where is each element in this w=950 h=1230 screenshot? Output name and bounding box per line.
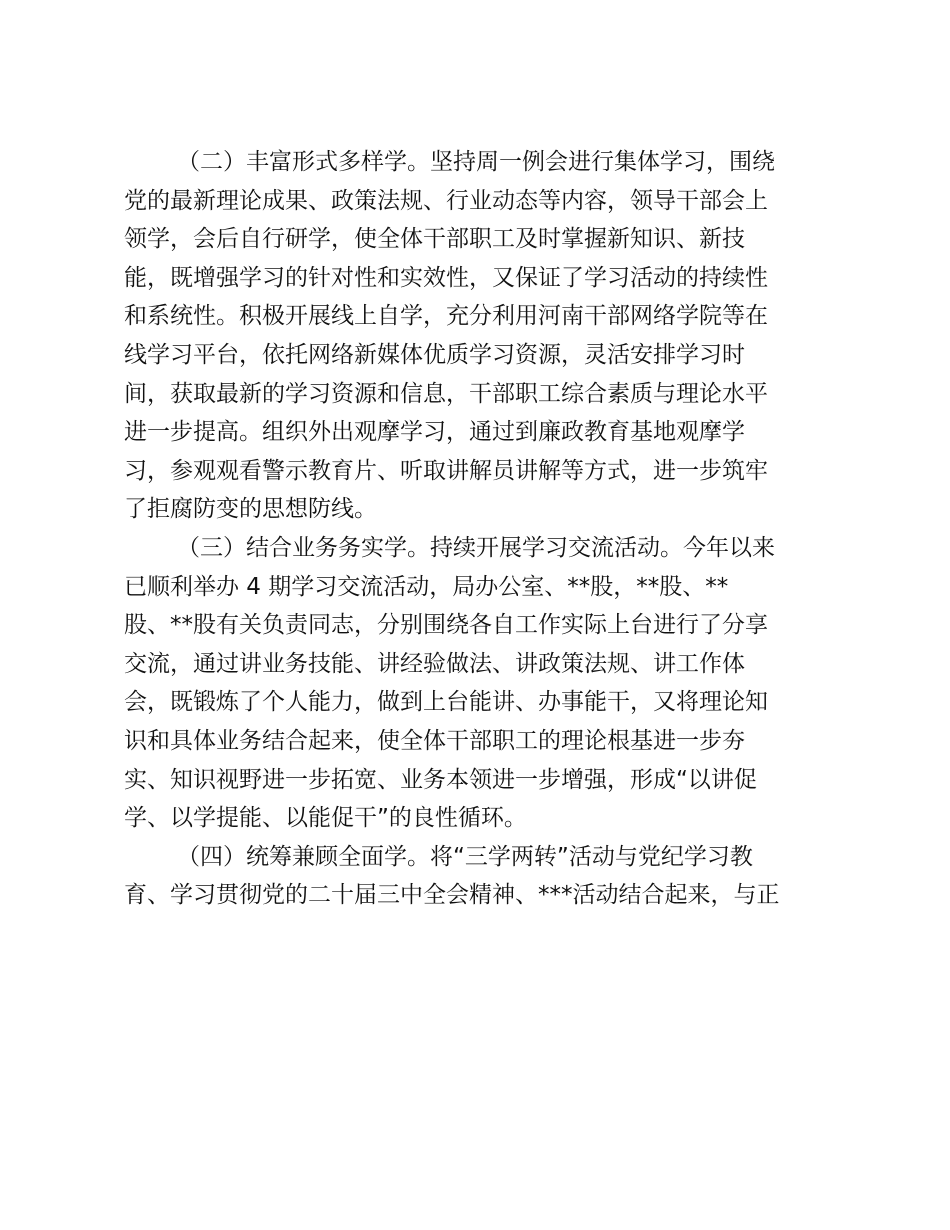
paragraph-4: [124, 838, 824, 915]
paragraph-line: 进一步提高。组织外出观摩学习，通过到廉政教育基地观摩学: [124, 419, 745, 446]
paragraph-line: 实、知识视野进一步拓宽、业务本领进一步增强，形成“以讲促: [124, 766, 757, 793]
paragraph-line: 已顺利举办 4 期学习交流活动，局办公室、**股，**股、**: [124, 573, 729, 600]
paragraph-line: （四）统筹兼顾全面学。将“三学两转”活动与党纪学习教: [177, 843, 753, 870]
document-body: [124, 143, 824, 915]
paragraph-line: 间，获取最新的学习资源和信息，干部职工综合素质与理论水平: [124, 380, 768, 407]
paragraph-line: 会，既锻炼了个人能力，做到上台能讲、办事能干，又将理论知: [124, 689, 768, 716]
paragraph-line: 识和具体业务结合起来，使全体干部职工的理论根基进一步夯: [124, 727, 745, 754]
paragraph-line: 育、学习贯彻党的二十届三中全会精神、***活动结合起来，与正: [124, 882, 780, 909]
paragraph-line: 党的最新理论成果、政策法规、行业动态等内容，领导干部会上: [124, 187, 768, 214]
paragraph-line: 习，参观观看警示教育片、听取讲解员讲解等方式，进一步筑牢: [124, 457, 768, 484]
paragraph-line: 了拒腐防变的思想防线。: [124, 496, 377, 523]
paragraph-line: 线学习平台，依托网络新媒体优质学习资源，灵活安排学习时: [124, 341, 745, 368]
paragraph-line: 和系统性。积极开展线上自学，充分利用河南干部网络学院等在: [124, 303, 768, 330]
paragraph-line: （三）结合业务务实学。持续开展学习交流活动。今年以来: [177, 534, 775, 561]
paragraph-line: 股、**股有关负责同志，分别围绕各自工作实际上台进行了分享: [124, 612, 768, 639]
paragraph-line: 能，既增强学习的针对性和实效性，又保证了学习活动的持续性: [124, 264, 768, 291]
paragraph-line: 领学，会后自行研学，使全体干部职工及时掌握新知识、新技: [124, 226, 745, 253]
paragraph-line: （二）丰富形式多样学。坚持周一例会进行集体学习，围绕: [177, 149, 775, 175]
paragraph-3: [124, 529, 824, 838]
paragraph-line: 交流，通过讲业务技能、讲经验做法、讲政策法规、讲工作体: [124, 650, 745, 677]
paragraph-line: 学、以学提能、以能促干”的良性循环。: [124, 805, 527, 832]
paragraph-2: [124, 143, 824, 529]
